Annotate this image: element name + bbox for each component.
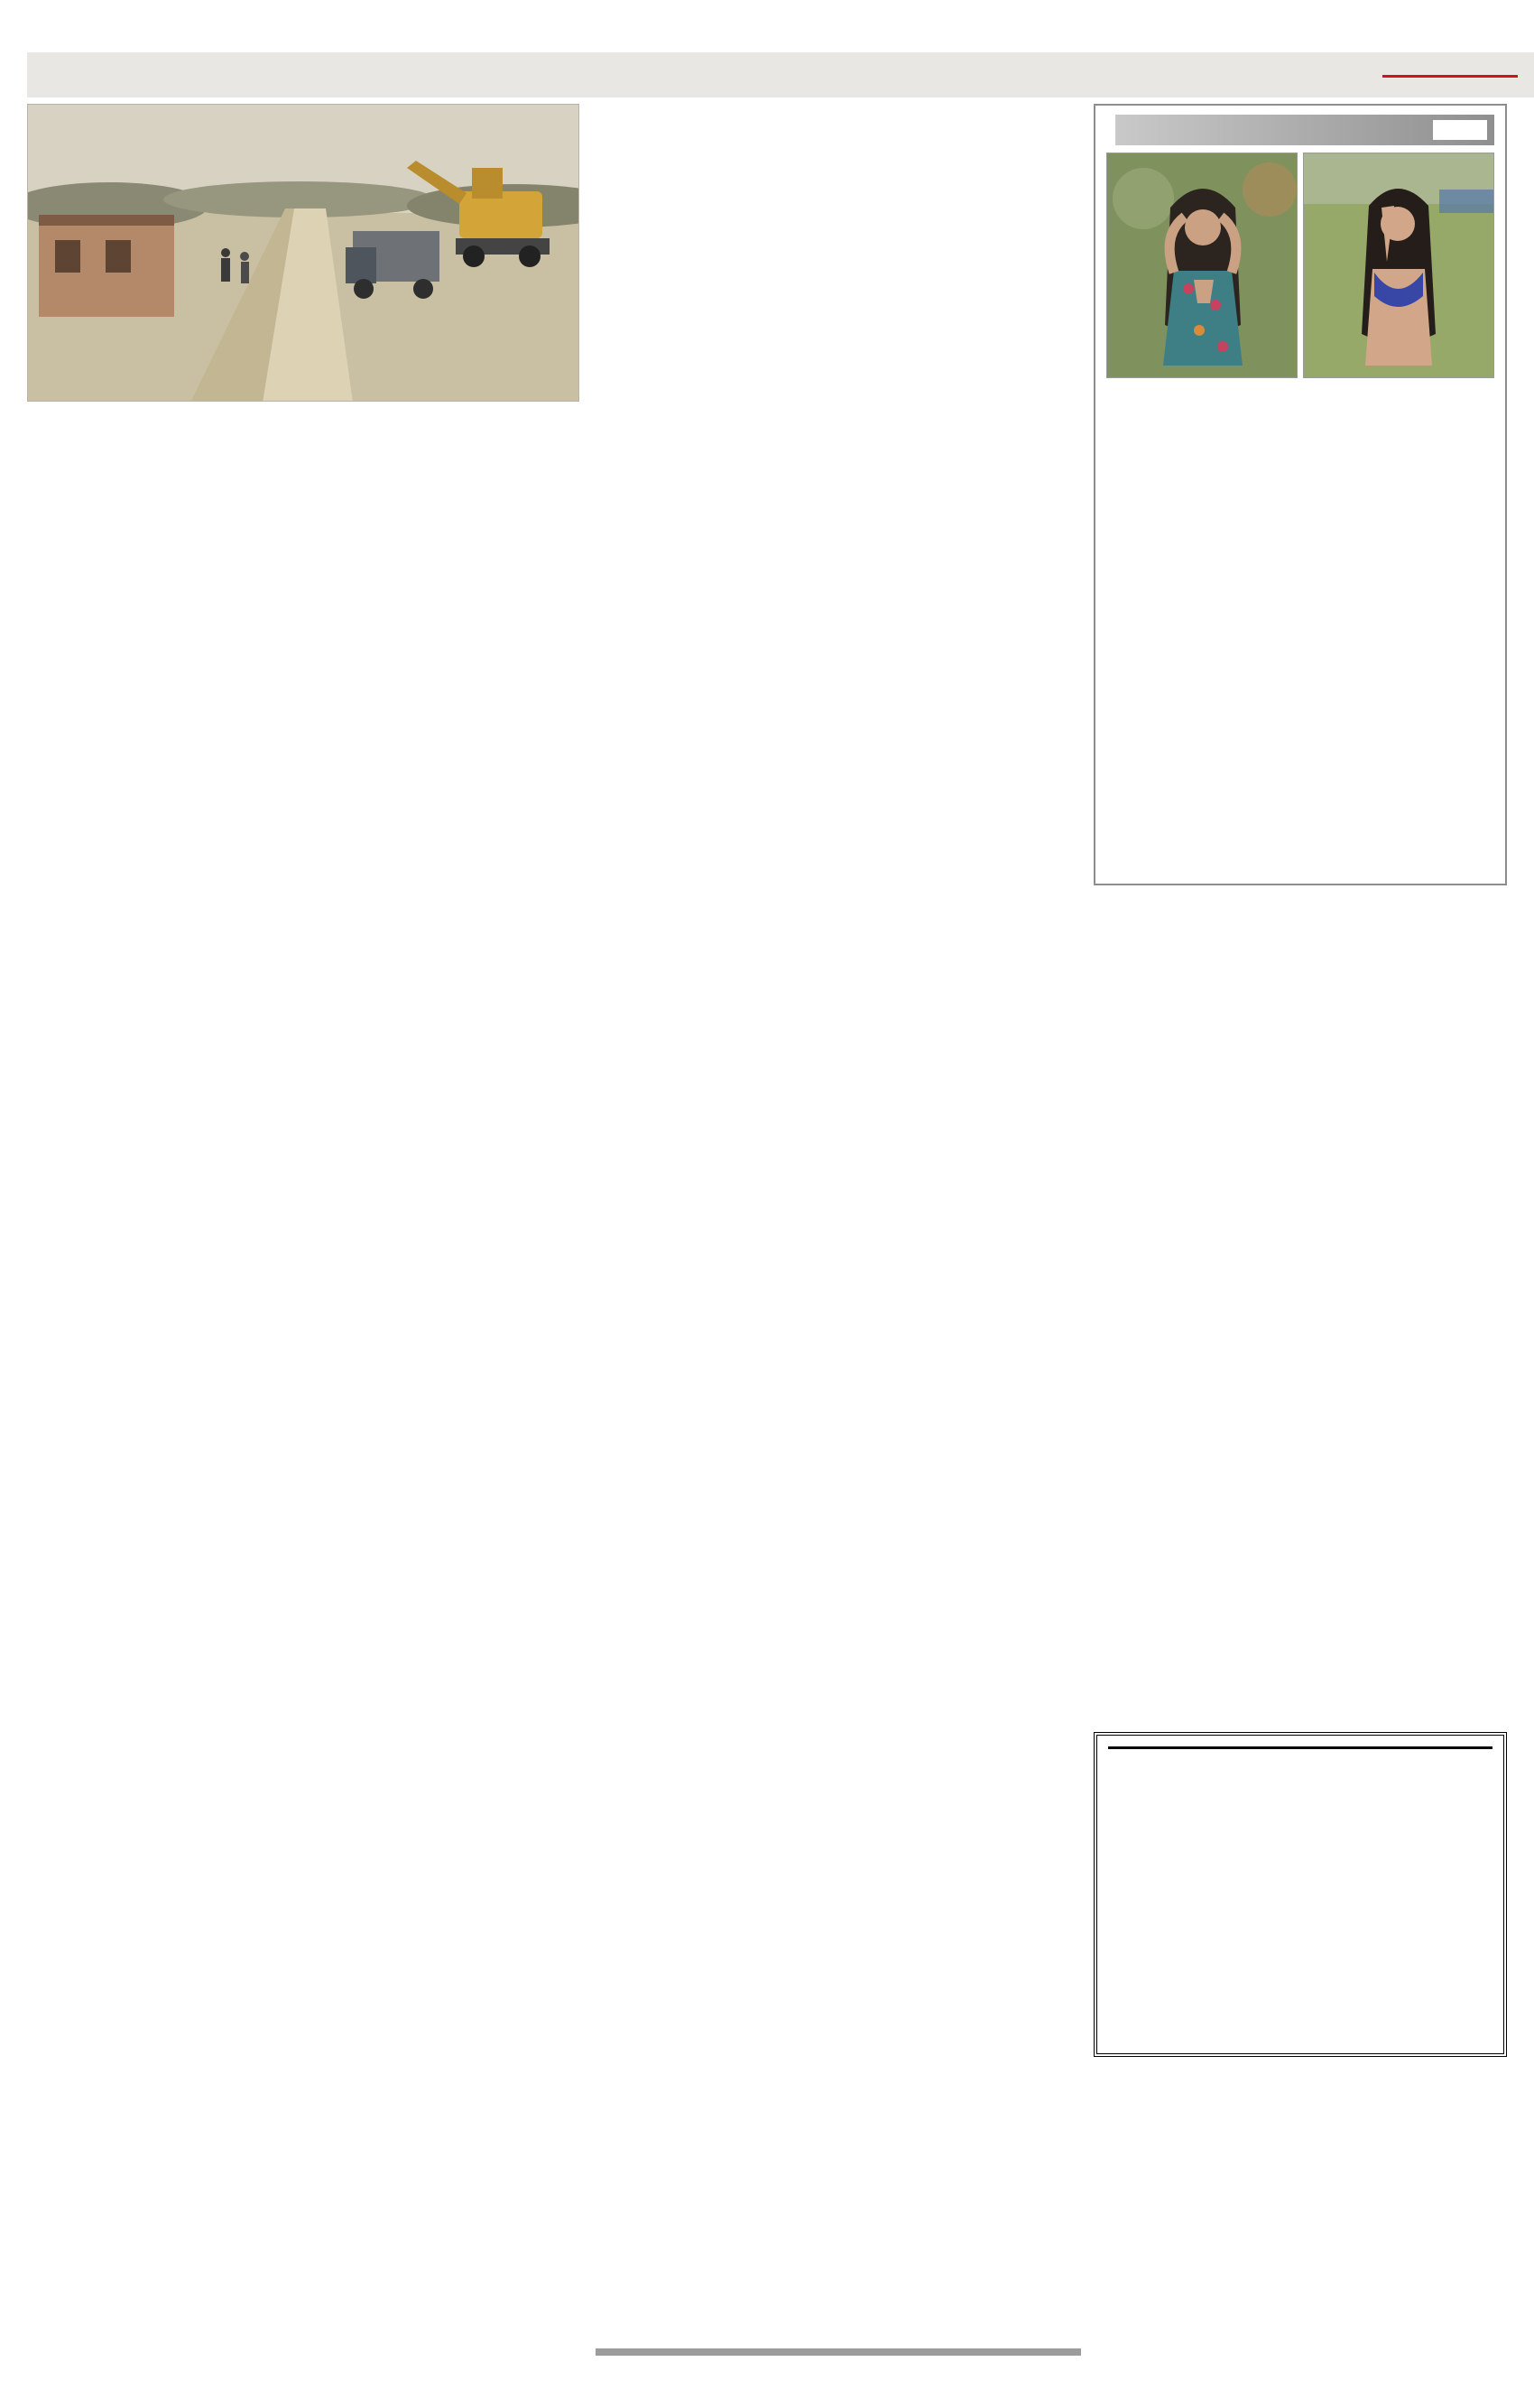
article-satkhira-earthquake	[27, 833, 579, 1169]
article-family-card	[1094, 1528, 1507, 1721]
ad-title	[1108, 1743, 1492, 1749]
article-abhaynagar-clash	[596, 1026, 1081, 1147]
article-body	[1094, 898, 1507, 1077]
article-ramadan	[1094, 1086, 1507, 1322]
article-body	[27, 1849, 579, 2030]
header-right-group	[1359, 73, 1518, 78]
article-home-minister	[27, 1730, 579, 1840]
article-uncle-roza	[27, 1580, 579, 1721]
middle-column	[596, 104, 1081, 2061]
article-jessore-drugs-gang	[596, 1505, 1081, 1795]
article-body	[596, 1272, 1081, 1409]
masthead	[1382, 73, 1518, 78]
entertainment-box	[1094, 104, 1507, 885]
article-body	[1094, 1086, 1507, 1322]
article-kaliganj-child-murder	[596, 214, 1081, 329]
article-body	[596, 1026, 1081, 1147]
article-body	[596, 1804, 1081, 1898]
article-rape-murder	[596, 1418, 1081, 1496]
lead-photo	[27, 104, 579, 402]
article-kaliganj-youth	[596, 1907, 1081, 2061]
article-july-case	[27, 1849, 579, 2030]
article-body	[27, 833, 579, 1169]
article-jhenaidah-bnp	[596, 483, 1081, 710]
article-body	[596, 1156, 1081, 1263]
article-shyamnagar-cracks	[596, 719, 1081, 1017]
article-body	[596, 1505, 1081, 1795]
article-dighalia-jubodal	[596, 1272, 1081, 1409]
article-kotha-kaje	[596, 107, 1081, 205]
page-header	[27, 52, 1534, 97]
article-body	[27, 1730, 579, 1840]
article-body	[596, 483, 1081, 710]
article-body	[596, 338, 1081, 474]
entertainment-photo-right	[1303, 153, 1494, 378]
article-body	[1094, 1528, 1507, 1721]
entertainment-header-bar	[1115, 115, 1494, 145]
article-body	[596, 719, 1081, 1017]
article-khulna-afilgate	[596, 338, 1081, 474]
left-column	[27, 104, 579, 2030]
article-jessore-earthquake	[596, 1156, 1081, 1263]
classified-ad-box	[1094, 1732, 1507, 2057]
article-body	[596, 107, 1081, 205]
entertainment-body	[1106, 387, 1494, 685]
masthead-rule	[1382, 75, 1518, 78]
article-govt-corruption	[596, 1804, 1081, 1898]
article-body	[596, 214, 1081, 329]
column-end-divider	[596, 2348, 1081, 2356]
article-dean-award	[1094, 898, 1507, 1077]
entertainment-header	[1106, 115, 1494, 145]
lead-body	[27, 416, 579, 824]
entertainment-photo-left	[1106, 153, 1298, 378]
article-body	[596, 1907, 1081, 2061]
entertainment-photos	[1106, 153, 1494, 378]
entertainment-header-box	[1433, 120, 1487, 140]
article-just-services	[1094, 1331, 1507, 1519]
article-satkhira-164kg	[27, 1394, 579, 1571]
article-body	[596, 1418, 1081, 1496]
article-earthquake-again	[27, 1178, 579, 1385]
article-body	[27, 1178, 579, 1385]
article-body	[27, 1394, 579, 1571]
article-body	[27, 1580, 579, 1721]
right-column	[1094, 104, 1507, 2057]
article-body	[1094, 1331, 1507, 1519]
